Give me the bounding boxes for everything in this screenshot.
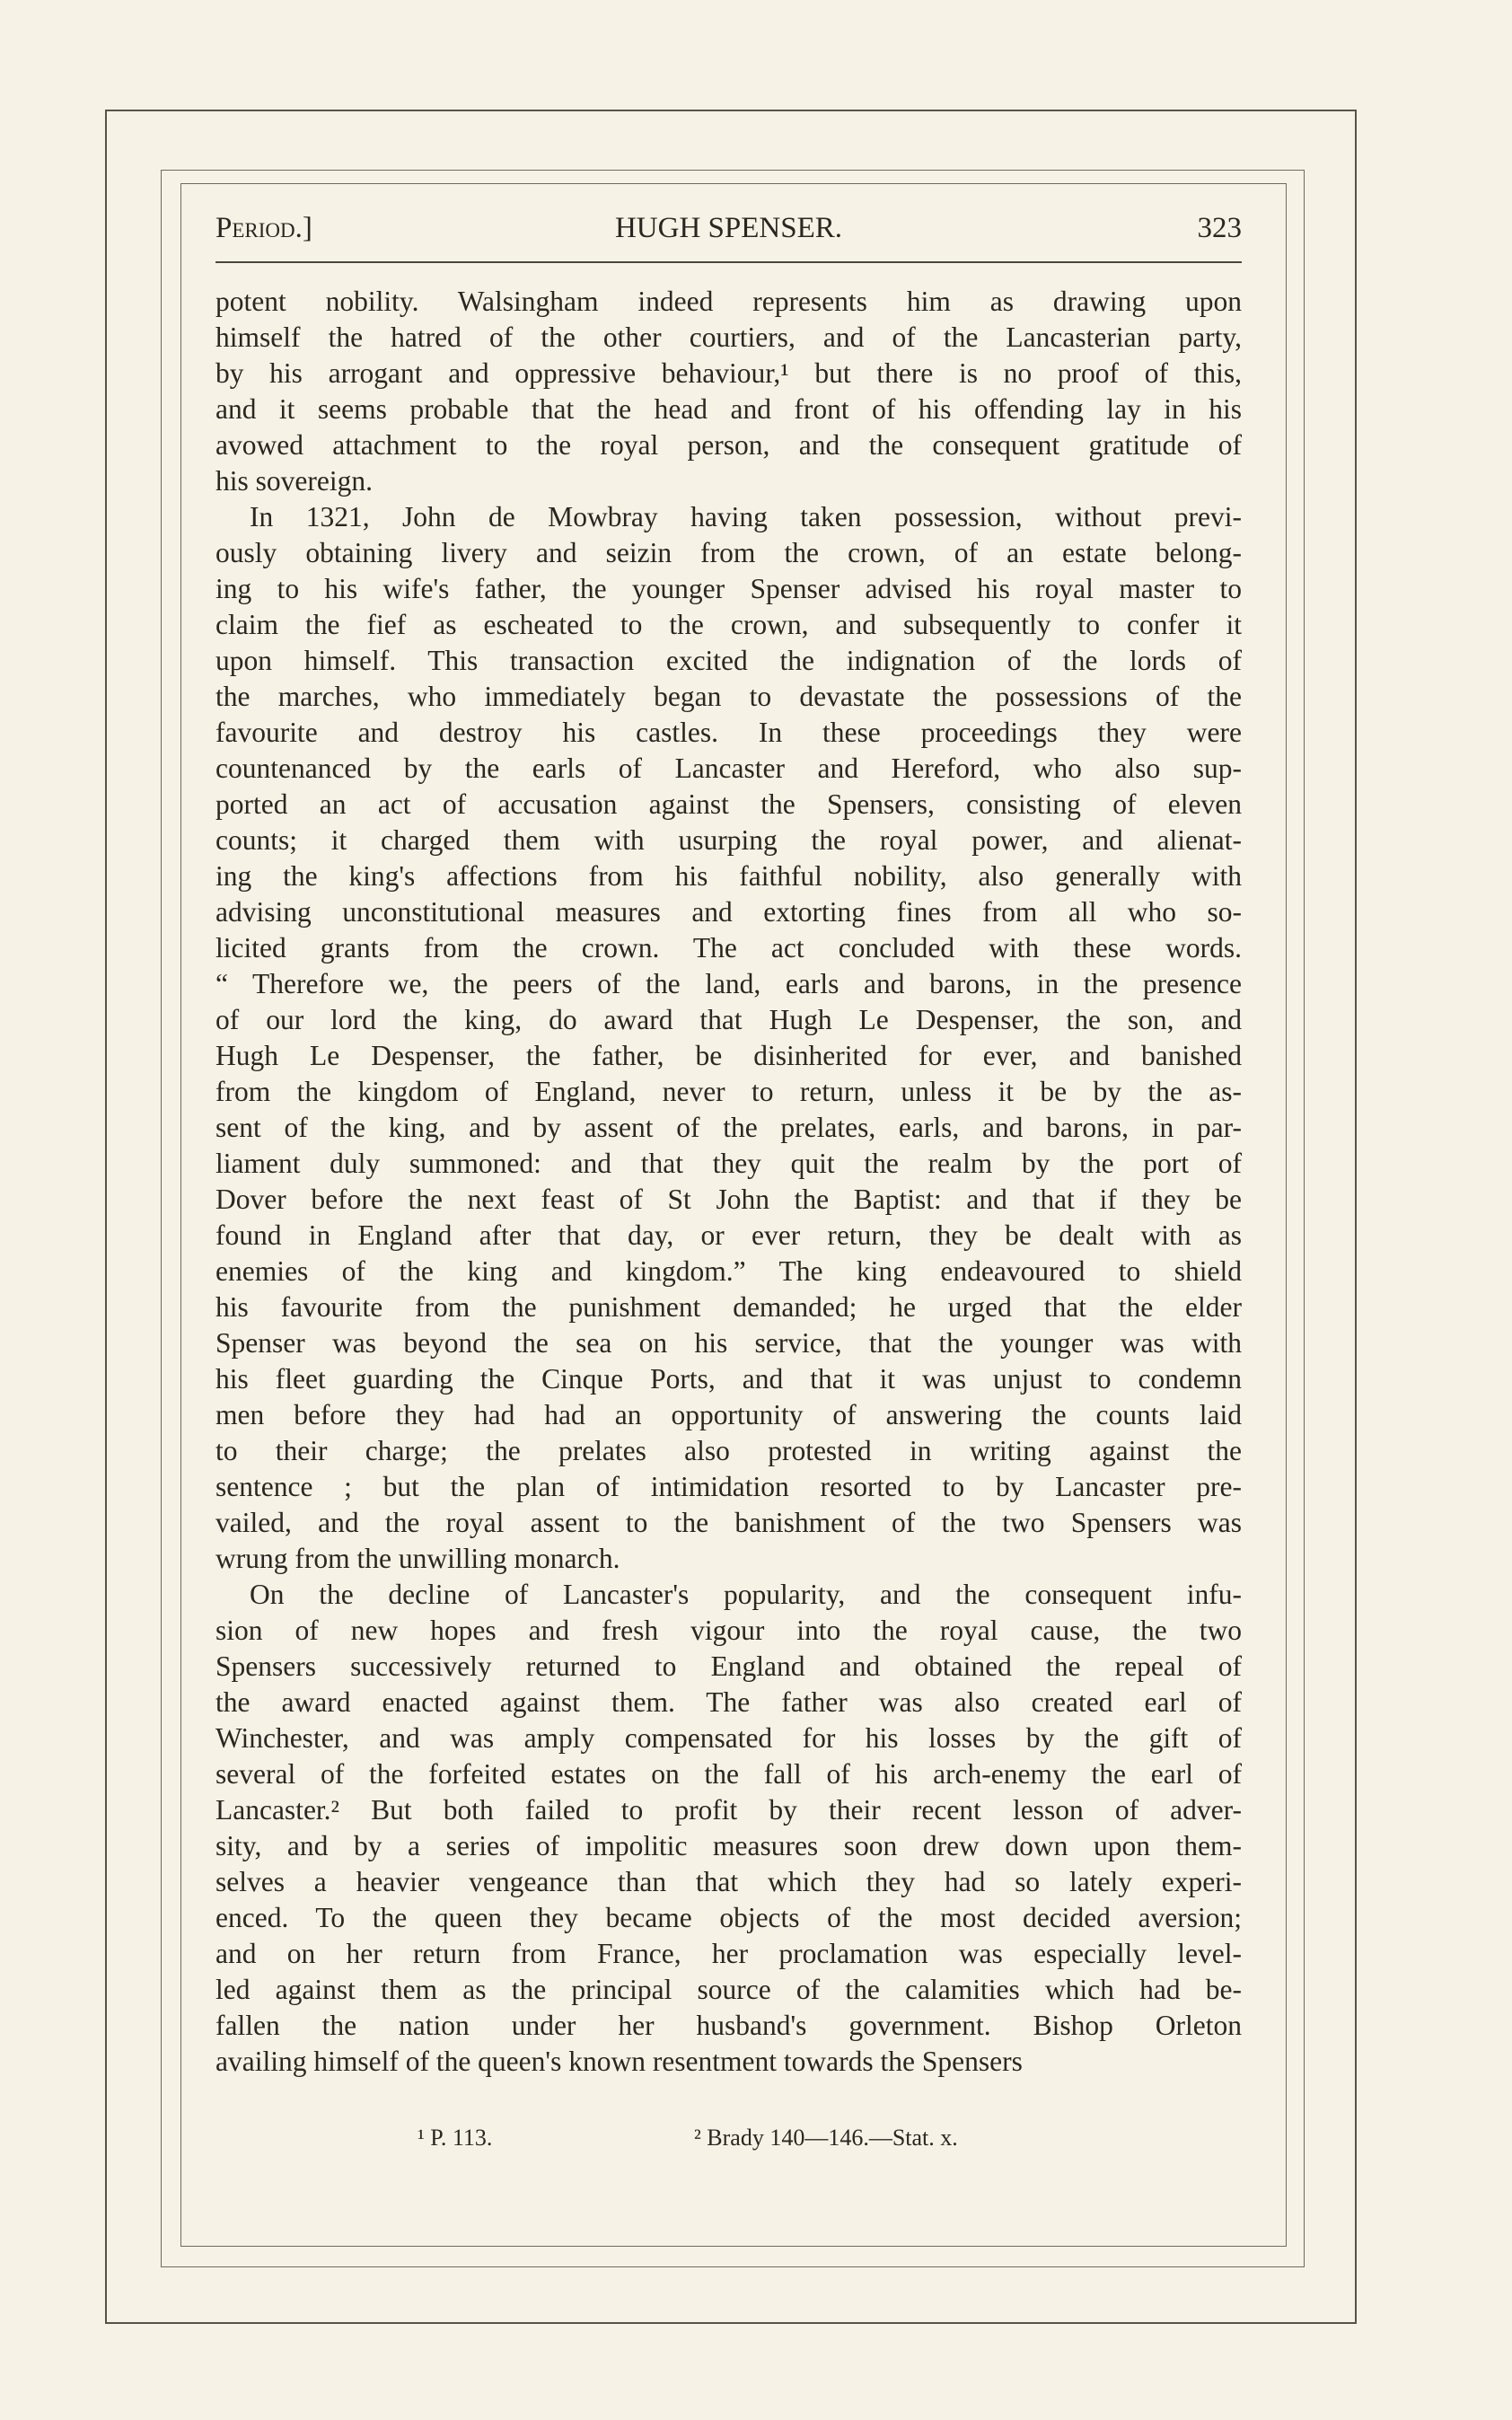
text-line: On the decline of Lancaster's popularity, and the consequent infu- xyxy=(250,1579,1242,1610)
text-line: his sovereign. xyxy=(215,465,373,497)
text-line: avowed attachment to the royal person, and the consequent gratitude of xyxy=(215,429,1242,461)
text-line: several of the forfeited estates on the fall of his arch-enemy the earl of xyxy=(215,1758,1242,1790)
text-line: Hugh Le Despenser, the father, be disinherited for ever, and banished xyxy=(215,1040,1242,1071)
paragraph xyxy=(215,284,1242,499)
text-line: his fleet guarding the Cinque Ports, and that it was unjust to condemn xyxy=(215,1363,1242,1395)
text-line: and on her return from France, her proclamation was especially level- xyxy=(215,1938,1242,1969)
text-line: Lancaster.² But both failed to profit by their recent lesson of adver- xyxy=(215,1794,1242,1826)
text-line: Spensers successively returned to England and obtained the repeal of xyxy=(215,1650,1242,1682)
text-line: fallen the nation under her husband's government. Bishop Orleton xyxy=(215,2010,1242,2041)
text-line: ported an act of accusation against the Spensers, consisting of eleven xyxy=(215,788,1242,820)
text-line: Dover before the next feast of St John the Baptist: and that if they be xyxy=(215,1184,1242,1215)
running-header xyxy=(215,212,1242,251)
text-line: by his arrogant and oppressive behaviour,¹ but there is no proof of this, xyxy=(215,357,1242,389)
text-line: sity, and by a series of impolitic measures soon drew down upon them- xyxy=(215,1830,1242,1861)
text-line: men before they had had an opportunity of answering the counts laid xyxy=(215,1399,1242,1430)
text-line: ously obtaining livery and seizin from the crown, of an estate belong- xyxy=(215,537,1242,568)
text-line: of our lord the king, do award that Hugh Le Despenser, the son, and xyxy=(215,1004,1242,1035)
text-line: sent of the king, and by assent of the prelates, earls, and barons, in par- xyxy=(215,1112,1242,1143)
body-text xyxy=(215,284,1242,2080)
text-line: his favourite from the punishment demanded; he urged that the elder xyxy=(215,1291,1242,1323)
text-line: claim the fief as escheated to the crown, and subsequently to confer it xyxy=(215,609,1242,640)
text-line: countenanced by the earls of Lancaster and Hereford, who also sup- xyxy=(215,752,1242,784)
text-line: led against them as the principal source of the calamities which had be- xyxy=(215,1974,1242,2005)
text-line: favourite and destroy his castles. In these proceedings they were xyxy=(215,717,1242,748)
text-line: Spenser was beyond the sea on his service, that the younger was with xyxy=(215,1327,1242,1359)
text-line: and it seems probable that the head and front of his offending lay in his xyxy=(215,393,1242,425)
footnote-1: ¹ P. 113. xyxy=(418,2125,493,2151)
header-title: HUGH SPENSER. xyxy=(614,212,843,244)
text-line: sion of new hopes and fresh vigour into the royal cause, the two xyxy=(215,1615,1242,1646)
text-line: ing to his wife's father, the younger Spenser advised his royal master to xyxy=(215,573,1242,604)
text-line: enced. To the queen they became objects of the most decided aversion; xyxy=(215,1902,1242,1933)
text-line: to their charge; the prelates also protested in writing against the xyxy=(215,1435,1242,1466)
text-line: Winchester, and was amply compensated for his losses by the gift of xyxy=(215,1722,1242,1754)
text-line: upon himself. This transaction excited the indignation of the lords of xyxy=(215,645,1242,676)
page-number: 323 xyxy=(1197,212,1242,244)
paragraph xyxy=(215,1577,1242,2080)
text-line: counts; it charged them with usurping the royal power, and alienat- xyxy=(215,824,1242,856)
text-line: himself the hatred of the other courtiers, and of the Lancasterian party, xyxy=(215,321,1242,353)
text-line: selves a heavier vengeance than that which they had so lately experi- xyxy=(215,1866,1242,1897)
text-line: ing the king's affections from his faithful nobility, also generally with xyxy=(215,860,1242,892)
text-line: vailed, and the royal assent to the banishment of the two Spensers was xyxy=(215,1507,1242,1538)
footnote-2: ² Brady 140—146.—Stat. x. xyxy=(694,2125,958,2151)
text-line: potent nobility. Walsingham indeed represents him as drawing upon xyxy=(215,286,1242,317)
text-line: found in England after that day, or ever return, they be dealt with as xyxy=(215,1219,1242,1251)
header-rule xyxy=(215,261,1242,263)
text-line: from the kingdom of England, never to return, unless it be by the as- xyxy=(215,1076,1242,1107)
text-line: the marches, who immediately began to devastate the possessions of the xyxy=(215,681,1242,712)
text-line: enemies of the king and kingdom.” The king endeavoured to shield xyxy=(215,1255,1242,1287)
text-line: the award enacted against them. The father was also created earl of xyxy=(215,1686,1242,1718)
text-line: wrung from the unwilling monarch. xyxy=(215,1543,620,1574)
text-line: sentence ; but the plan of intimidation resorted to by Lancaster pre- xyxy=(215,1471,1242,1502)
text-line: licited grants from the crown. The act concluded with these words. xyxy=(215,932,1242,964)
text-line: availing himself of the queen's known resentment towards the Spensers xyxy=(215,2046,1023,2077)
text-line: liament duly summoned: and that they quit the realm by the port of xyxy=(215,1148,1242,1179)
header-section: Period.] xyxy=(215,212,312,244)
text-line: In 1321, John de Mowbray having taken possession, without previ- xyxy=(250,501,1242,532)
text-line: “ Therefore we, the peers of the land, earls and barons, in the presence xyxy=(215,968,1242,999)
text-line: advising unconstitutional measures and extorting fines from all who so- xyxy=(215,896,1242,928)
paragraph xyxy=(215,499,1242,1577)
